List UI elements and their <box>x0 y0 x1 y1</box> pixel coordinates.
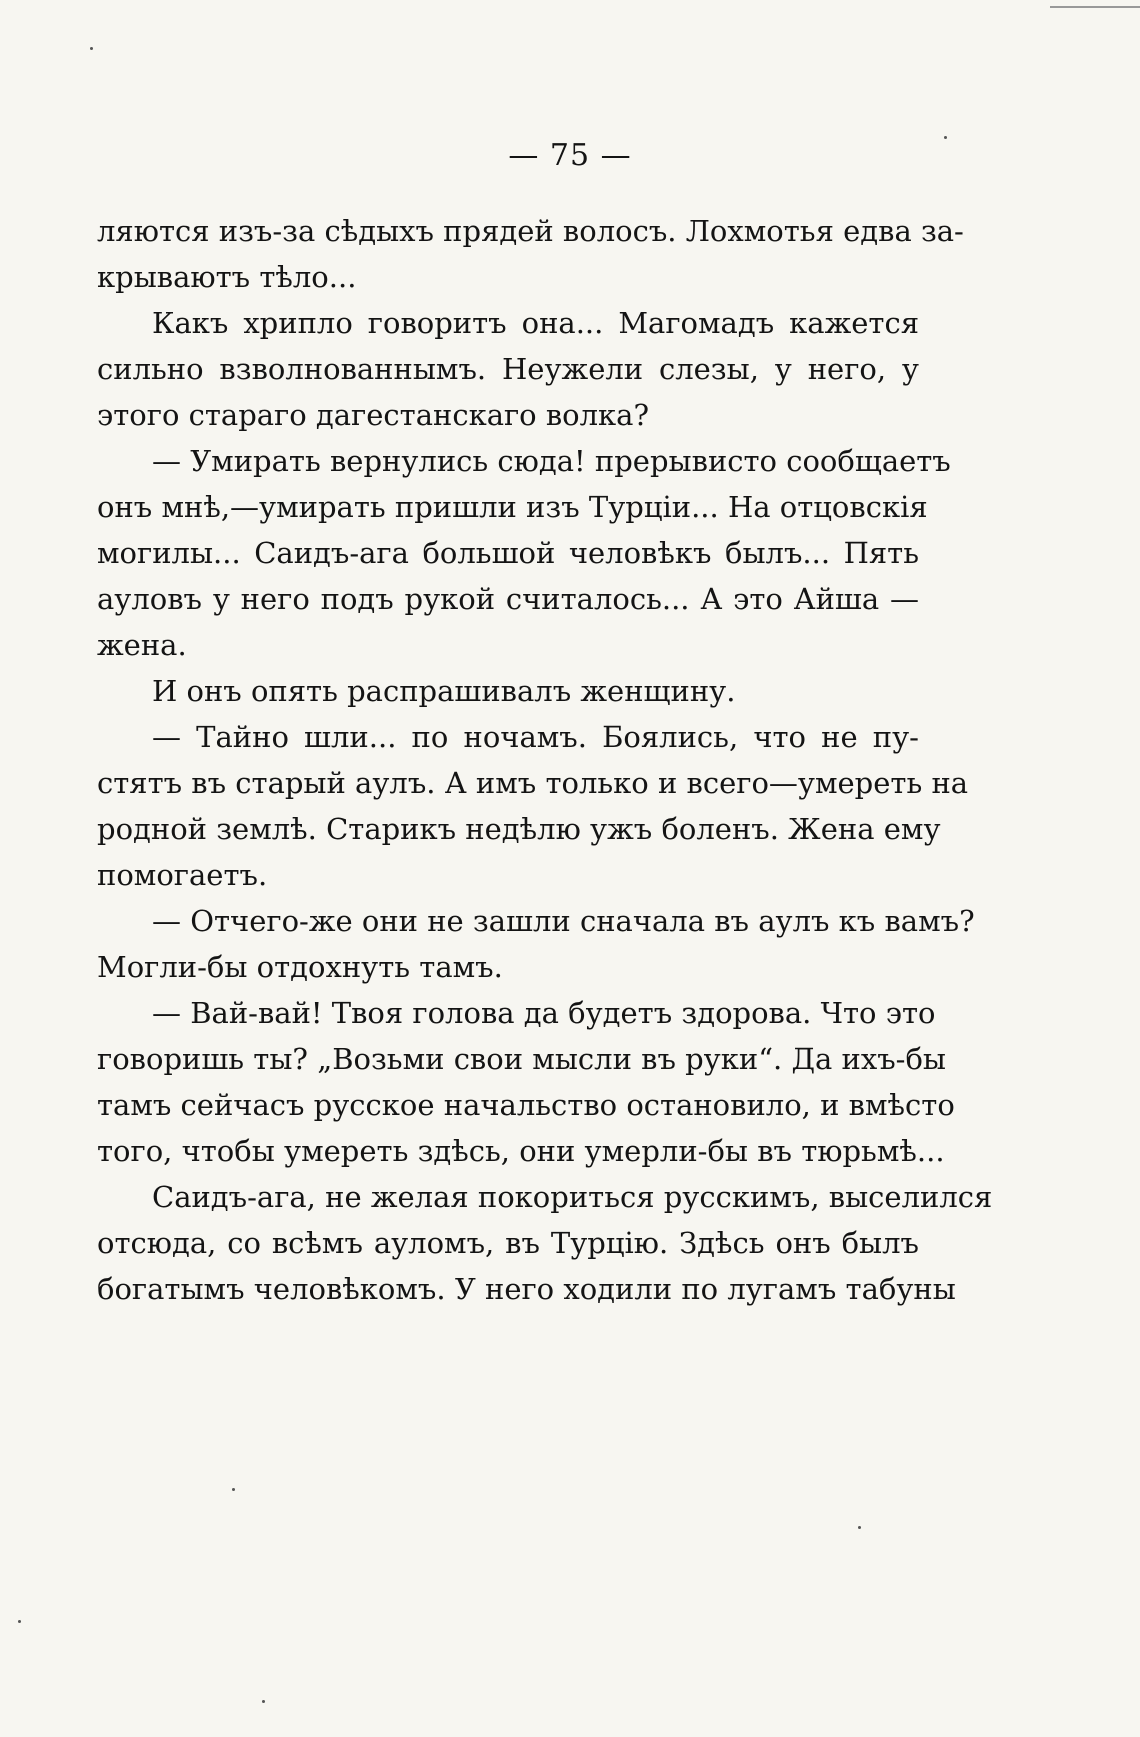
text-line: говоришь ты? „Возьми свои мысли въ руки“. Да ихъ-бы <box>97 1042 947 1076</box>
text-line: помогаетъ. <box>97 858 268 892</box>
paper-speck <box>90 47 93 50</box>
text-line: крываютъ тѣло... <box>97 260 357 294</box>
text-line: Какъ хрипло говоритъ она... Магомадъ кажется <box>152 306 919 340</box>
paper-speck <box>858 1526 861 1529</box>
text-line: Могли-бы отдохнуть тамъ. <box>97 950 503 984</box>
text-line: того, чтобы умереть здѣсь, они умерли-бы въ тюрьмѣ... <box>97 1134 945 1168</box>
text-line: — Вай-вай! Твоя голова да будетъ здорова. Что это <box>152 996 936 1030</box>
paper-speck <box>18 1620 21 1623</box>
text-line: стятъ въ старый аулъ. А имъ только и всего—умереть на <box>97 766 969 800</box>
paper-speck <box>262 1700 265 1703</box>
text-line: онъ мнѣ,—умирать пришли изъ Турціи... На отцовскія <box>97 490 928 524</box>
text-line: ауловъ у него подъ рукой считалось... А это Айша — <box>97 582 919 616</box>
paper-speck <box>944 136 947 139</box>
text-line: И онъ опять распрашивалъ женщину. <box>152 674 736 708</box>
text-line: — Умирать вернулись сюда! прерывисто сообщаетъ <box>152 444 951 478</box>
page-text <box>97 208 993 1312</box>
text-line: ляются изъ-за сѣдыхъ прядей волосъ. Лохмотья едва за- <box>97 214 964 248</box>
text-line: сильно взволнованнымъ. Неужели слезы, у него, у <box>97 352 919 386</box>
text-line: — Отчего-же они не зашли сначала въ аулъ къ вамъ? <box>152 904 975 938</box>
text-line: родной землѣ. Старикъ недѣлю ужъ боленъ. Жена ему <box>97 812 941 846</box>
page-number: — 75 — <box>508 138 632 173</box>
text-line: тамъ сейчасъ русское начальство остановило, и вмѣсто <box>97 1088 955 1122</box>
text-line: отсюда, со всѣмъ ауломъ, въ Турцію. Здѣсь онъ былъ <box>97 1226 919 1260</box>
text-line: Саидъ-ага, не желая покориться русскимъ, выселился <box>152 1180 993 1214</box>
text-line: жена. <box>97 628 187 662</box>
text-line: могилы... Саидъ-ага большой человѣкъ былъ... Пять <box>97 536 919 570</box>
text-line: богатымъ человѣкомъ. У него ходили по лугамъ табуны <box>97 1272 956 1306</box>
text-line: этого стараго дагестанскаго волка? <box>97 398 650 432</box>
text-line: — Тайно шли... по ночамъ. Боялись, что не пу- <box>152 720 919 754</box>
page-edge-rule <box>1050 6 1140 8</box>
paper-speck <box>232 1488 235 1491</box>
